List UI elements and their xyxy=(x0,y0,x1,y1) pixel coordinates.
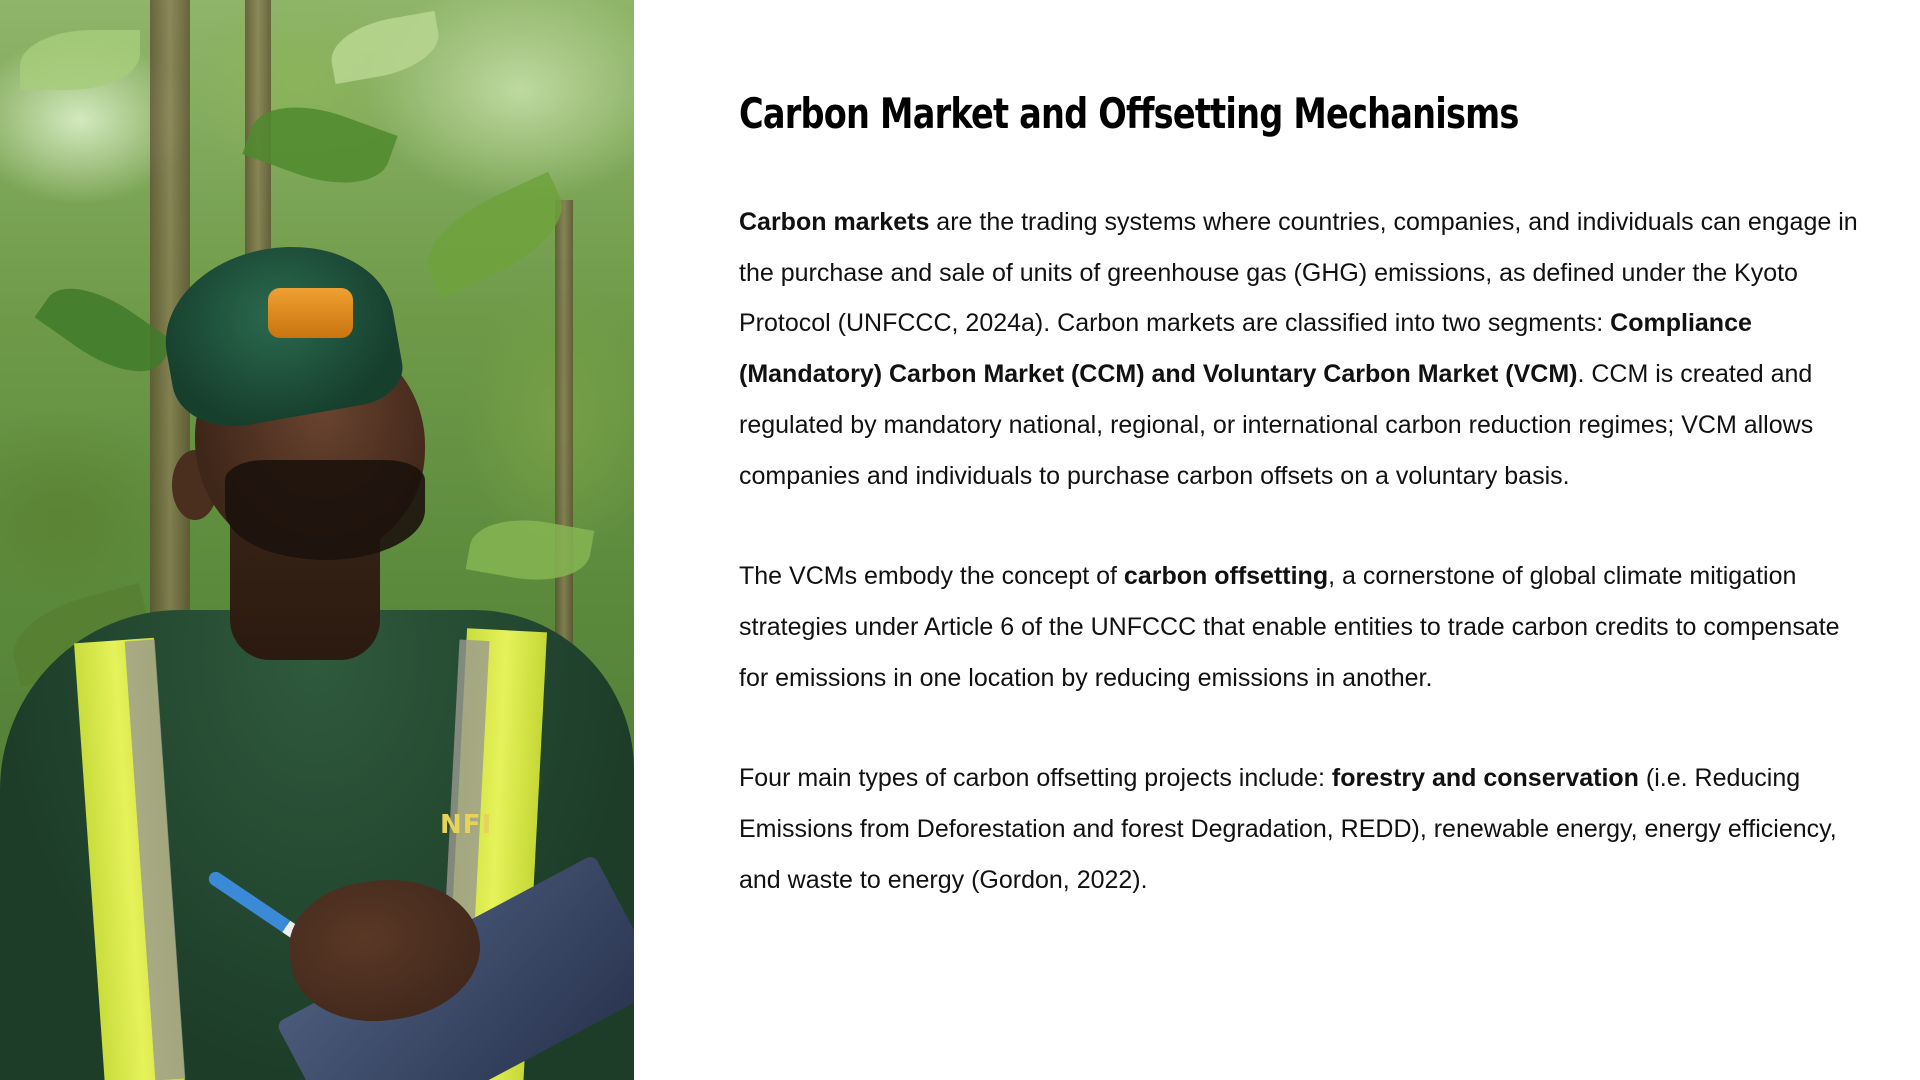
beard xyxy=(225,460,425,560)
leaf xyxy=(326,11,444,84)
bold-term: Compliance (Mandatory) Carbon Market (CCM) and Voluntary Carbon Market (VCM) xyxy=(739,309,1752,389)
paragraph-text: , a cornerstone of global climate mitigation strategies under Article 6 of the UNFCCC that enable entities to trade carbon credits to compensate for emissions in one location by reducing emissions in another. xyxy=(739,562,1840,692)
paragraph-text: are the trading systems where countries, companies, and individuals can engage in the purchase and sale of units of greenhouse gas (GHG) emissions, as defined under the Kyoto Protocol (UNFCCC, 2024a). Carbon markets are classified into two segments: xyxy=(739,208,1858,338)
paragraph-text: Four main types of carbon offsetting projects include: xyxy=(739,764,1332,793)
paragraph-text: . CCM is created and regulated by mandatory national, regional, or international carbon reduction regimes; VCM allows companies and individuals to purchase carbon offsets on a voluntary basis. xyxy=(739,360,1814,490)
shirt-logo-patch: NFI xyxy=(440,810,493,840)
paragraph-carbon-offsetting xyxy=(739,551,1859,703)
paragraph-carbon-markets xyxy=(739,197,1859,501)
bold-term: forestry and conservation xyxy=(1331,764,1639,793)
leaf xyxy=(466,510,595,590)
paragraph-text: The VCMs embody the concept of xyxy=(739,562,1124,591)
bold-term: Carbon markets xyxy=(739,208,930,236)
paragraph-text: (i.e. Reducing Emissions from Deforestation and forest Degradation, REDD), renewable energy, energy efficiency, and waste to energy (Gordon, 2022). xyxy=(739,764,1837,894)
paragraph-offset-project-types xyxy=(739,753,1859,905)
bold-term: carbon offsetting xyxy=(1123,562,1329,591)
text-panel xyxy=(739,80,1859,905)
forest-researcher-photo xyxy=(0,0,634,1080)
tree-trunk xyxy=(555,200,573,700)
leaf xyxy=(412,172,578,299)
leaf xyxy=(20,30,140,90)
headlamp-icon xyxy=(268,288,353,338)
slide-title: Carbon Market and Offsetting Mechanisms xyxy=(739,89,1519,138)
